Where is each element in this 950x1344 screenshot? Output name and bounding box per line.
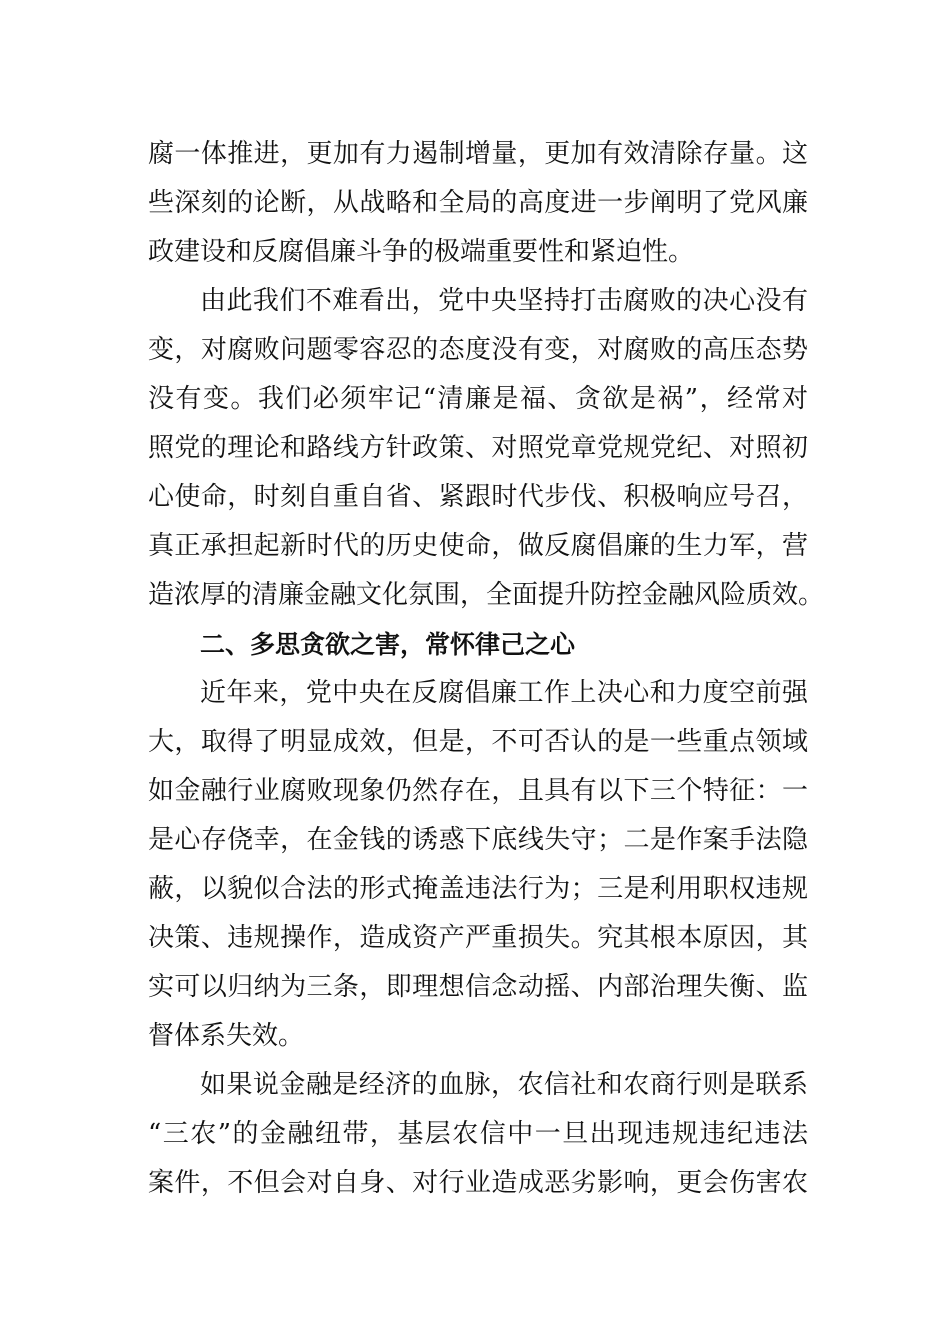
- text-line: 是心存侥幸，在金钱的诱惑下底线失守；二是作案手法隐: [148, 825, 808, 855]
- text-line: “三农”的金融纽带，基层农信中一旦出现违规违纪违法: [148, 1119, 808, 1149]
- text-line: 决策、违规操作，造成资产严重损失。究其根本原因，其: [148, 923, 808, 953]
- text-line: 案件，不但会对自身、对行业造成恶劣影响，更会伤害农: [148, 1168, 808, 1198]
- text-line: 督体系失效。: [148, 1021, 305, 1051]
- text-line: 真正承担起新时代的历史使命，做反腐倡廉的生力军，营: [148, 531, 808, 561]
- text-line: 如金融行业腐败现象仍然存在，且具有以下三个特征：一: [148, 776, 808, 806]
- text-line: 没有变。我们必须牢记“清廉是福、贪欲是祸”，经常对: [148, 384, 808, 414]
- document-body: [148, 130, 825, 1208]
- text-line: 如果说金融是经济的血脉，农信社和农商行则是联系: [200, 1070, 808, 1100]
- text-line: 由此我们不难看出，党中央坚持打击腐败的决心没有: [200, 286, 808, 316]
- text-line: 蔽，以貌似合法的形式掩盖违法行为；三是利用职权违规: [148, 874, 808, 904]
- text-line: 腐一体推进，更加有力遏制增量，更加有效清除存量。这: [148, 139, 808, 169]
- text-line: 变，对腐败问题零容忍的态度没有变，对腐败的高压态势: [148, 335, 808, 365]
- text-line: 造浓厚的清廉金融文化氛围，全面提升防控金融风险质效。: [148, 580, 825, 610]
- text-line: 些深刻的论断，从战略和全局的高度进一步阐明了党风廉: [148, 188, 808, 218]
- text-line: 大，取得了明显成效，但是，不可否认的是一些重点领域: [148, 727, 808, 757]
- paragraph: [148, 669, 808, 1061]
- paragraph: [148, 277, 825, 620]
- text-line: 照党的理论和路线方针政策、对照党章党规党纪、对照初: [148, 433, 808, 463]
- text-line: 心使命，时刻自重自省、紧跟时代步伐、积极响应号召，: [148, 482, 808, 512]
- text-line: 政建设和反腐倡廉斗争的极端重要性和紧迫性。: [148, 237, 695, 267]
- text-line: 近年来，党中央在反腐倡廉工作上决心和力度空前强: [200, 678, 808, 708]
- paragraph: [148, 1061, 808, 1208]
- section-heading: 二、多思贪欲之害，常怀律己之心: [200, 630, 576, 659]
- paragraph-continued: [148, 130, 808, 277]
- text-line: 实可以归纳为三条，即理想信念动摇、内部治理失衡、监: [148, 972, 808, 1002]
